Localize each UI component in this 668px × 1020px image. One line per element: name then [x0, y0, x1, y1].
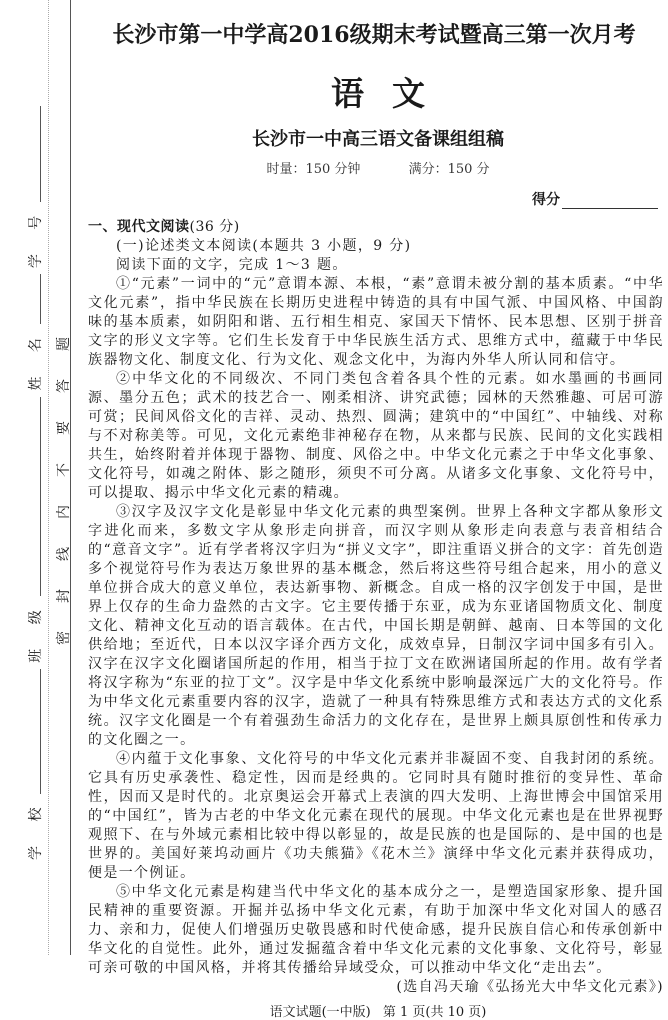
name-label: 姓 名 [28, 328, 44, 391]
paragraph-1: ①“元素”一词中的“元”意谓本源、本根，“素”意谓未被分割的基本质素。“中华文化元素”，指中华民族在长期历史进程中铸造的具有中国气派、中国风格、中国韵味的基本质素，如阴阳和谐、五行相生相克、家国天下情怀、民本思想、区别于拼音文字的形义文字等。它们生长发育于中华民族生活方式、思维方式中，蕴藏于中华民族器物文化、制度文化、行为文化、观念文化中，为海内外华人所认同和信守。 [88, 276, 664, 368]
dotted-seal-line [48, 0, 49, 955]
school-blank[interactable] [39, 669, 41, 794]
organizer: 长沙市一中高三语文备课组组稿 [252, 129, 504, 150]
exam-title: 长沙市第一中学高2016级期末考试暨高三第一次月考 [112, 22, 636, 48]
score-blank[interactable] [562, 192, 658, 209]
score-label: 得分 [532, 192, 560, 208]
subject-char: 语 [331, 74, 364, 113]
full-score: 满分：150 分 [408, 162, 490, 177]
student-id-label: 学 号 [28, 205, 44, 269]
class-blank[interactable] [39, 397, 41, 597]
section-points: (36 分) [189, 219, 240, 235]
section-heading [88, 218, 664, 237]
paragraph-3: ③汉字及汉字文化是彰显中华文化元素的典型案例。世界上各种文字都从象形文字进化而来，多数文字从象形走向拼音，而汉字则从象形走向表意与表音相结合的“意音文字”。近有学者将汉字归为“拼义文字”，即注重语义拼合的文字：首先创造多个视觉符号作为表达万象世界的基本概念，然后将这些符号组合起来，用小的意义单位拼合成大的意义单位，表达新事物、新概念。自成一格的汉字创发于中国，是世界上仅存的生命力盎然的古文字。它主要传播于东亚，成为东亚诸国物质文化、制度文化、精神文化互动的语言载体。在古代，中国长期是朝鲜、越南、日本等国的文化供给地；至近代，日本以汉字译介西方文化，成效卓异，日制汉字词中国多有引入。汉字在汉字文化圈诸国所起的作用，相当于拉丁文在欧洲诸国所起的作用。故有学者将汉字称为“东亚的拉丁文”。汉字是中华文化系统中影响最深远广大的文化符号。作为中华文化元素重要内容的汉字，造就了一种具有特殊思维方式和表达方式的文化系统。汉字文化圈是一个有着强劲生命活力的文化存在，是世界上颇具原创性和传承力的文化圈之一。 [88, 504, 664, 748]
exam-meta [88, 158, 668, 177]
subject-title [88, 68, 668, 115]
paragraph-5: ⑤中华文化元素是构建当代中华文化的基本成分之一，是塑造国家形象、提升国民精神的重要资源。开掘并弘扬中华文化元素，有助于加深中华文化对国人的感召力、亲和力，促使人们增强历史敬畏感和时代使命感，提升民族自信心和传承创新中华文化的自觉性。此外，通过发掘蕴含着中华文化元素的文化事象、文化符号，彰显可亲可敬的中国风格，并将其传播给异域受众，可以推动中华文化“走出去”。 [88, 884, 664, 976]
subsection-heading: (一)论述类文本阅读(本题共 3 小题，9 分) [116, 238, 412, 254]
subject-char: 文 [392, 74, 425, 113]
page-number: 第 1 页(共 10 页) [382, 1005, 487, 1020]
time-limit: 时量：150 分钟 [266, 162, 361, 177]
paragraph-4: ④内蕴于文化事象、文化符号的中华文化元素并非凝固不变、自我封闭的系统。它具有历史承袭性、稳定性，因而是经典的。它同时具有随时推衍的变异性、革命性，因而又是时代的。北京奥运会开幕式上表演的四大发明、上海世博会中国馆采用的“中国红”，皆为古老的中华文化元素在现代的展现。中华文化元素也是在世界视野观照下、在与外域元素相比较中得以彰显的，故是民族的也是国际的、是中国的也是世界的。美国好莱坞动画片《功夫熊猫》《花木兰》演绎中华文化元素并获得成功，便是一个例证。 [88, 751, 664, 881]
score-box [532, 189, 658, 209]
paragraph-2: ②中华文化的不同级次、不同门类包含着各具个性的元素。如水墨画的书画同源、墨分五色；武术的技艺合一、刚柔相济、讲究武德；园林的天然雅趣、可居可游可赏；民间风俗文化的吉祥、灵动、热烈、圆满；建筑中的“中国红”、中轴线、对称与不对称美等。可见，文化元素绝非神秘存在物，从来都与民族、民间的文化实践相共生，始终附着并体现于器物、制度、风俗之中。中华文化元素之于中华文化事象、文化符号，如魂之附体、影之随形，须臾不可分离。从诸多文化事象、文化符号中，可以提取、揭示中华文化元素的精魂。 [88, 371, 664, 501]
class-label: 班 级 [28, 600, 44, 663]
student-id-blank[interactable] [39, 106, 41, 202]
source-citation: (选自冯天瑜《弘扬光大中华文化元素》) [396, 979, 664, 995]
paper-name: 语文试题(一中版) [269, 1005, 371, 1020]
name-blank[interactable] [39, 274, 41, 324]
seal-notice: 密封线内不要答题 [56, 309, 72, 645]
reading-section [88, 218, 664, 997]
section-heading-text: 一、现代文阅读 [88, 219, 190, 235]
student-info-fields [25, 100, 45, 860]
school-label: 学 校 [28, 797, 44, 860]
instruction: 阅读下面的文字，完成 1～3 题。 [116, 257, 348, 273]
